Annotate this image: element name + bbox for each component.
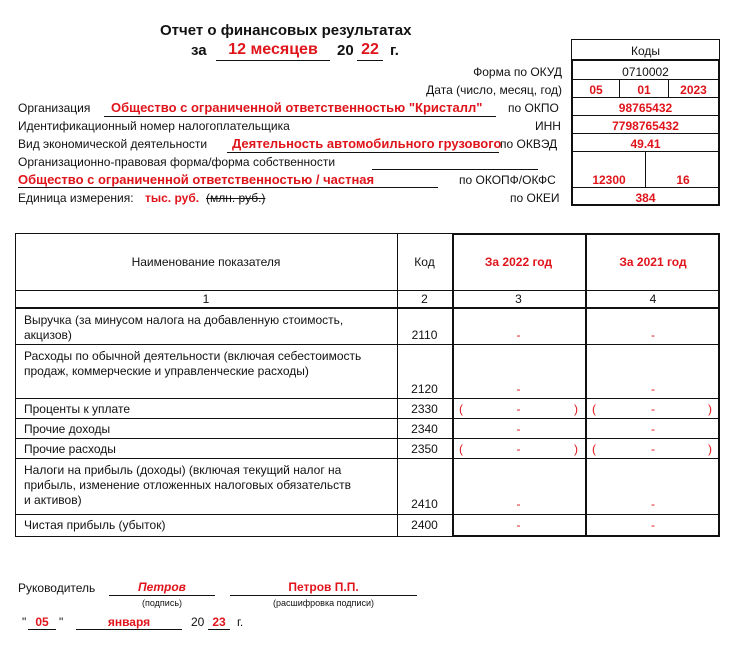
paren-open: ( (592, 442, 596, 456)
paren-open: ( (592, 402, 596, 416)
table-row-value-2021: - (651, 402, 655, 416)
col-number: 2 (421, 292, 428, 306)
okpo-value: 98765432 (618, 101, 673, 115)
paren-close: ) (574, 402, 578, 416)
table-row-value-2021: - (651, 518, 655, 532)
legal-form-value: Общество с ограниченной ответственностью / частная (18, 172, 375, 187)
inn-row-label: Идентификационный номер налогоплательщика (18, 119, 290, 133)
col-header-2021: За 2021 год (619, 255, 687, 269)
table-row-value-2022: - (516, 402, 521, 416)
table-row-code: 2410 (411, 497, 438, 511)
table-row-value-2022: - (516, 497, 521, 511)
paren-close: ) (708, 442, 712, 456)
sign-month: января (107, 615, 151, 629)
table-row-name: Расходы по обычной деятельности (включая себестоимость продаж, коммерческие и управленческие расходы) (24, 349, 362, 378)
okopf-label: по ОКОПФ/ОКФС (459, 173, 556, 187)
period-value: 12 месяцев (228, 41, 318, 58)
table-row-value-2022: - (516, 422, 521, 436)
sign-year-unit: г. (237, 615, 244, 629)
activity-value: Деятельность автомобильного грузового (232, 136, 502, 151)
table-row-value-2021: - (651, 442, 655, 456)
table-row-value-2021: - (651, 497, 655, 511)
col-header-2022: За 2022 год (484, 255, 553, 269)
legal-form-label: Организационно-правовая форма/форма собственности (18, 155, 336, 169)
date-quote-open: " (22, 615, 27, 629)
year-prefix: 20 (337, 42, 354, 59)
table-row-code: 2110 (411, 328, 438, 342)
inn-label: ИНН (535, 119, 561, 133)
paren-close: ) (708, 402, 712, 416)
signature-caption: (подпись) (141, 598, 183, 608)
period-prefix: за (191, 42, 207, 59)
paren-close: ) (574, 442, 578, 456)
org-value: Общество с ограниченной ответственностью "Кристалл" (111, 100, 483, 115)
okei-label: по ОКЕИ (510, 191, 560, 205)
table-row-name: Чистая прибыль (убыток) (24, 518, 166, 532)
table-row-value-2021: - (651, 382, 655, 396)
signer-name-value: Петров П.П. (288, 580, 359, 594)
signature-value: Петров (138, 580, 186, 594)
unit-alt: (млн. руб.) (206, 191, 266, 205)
table-row-value-2022: - (516, 442, 521, 456)
okud-label: Форма по ОКУД (473, 65, 562, 79)
date-month: 01 (637, 83, 651, 97)
col-header-code: Код (414, 255, 435, 269)
activity-label: Вид экономической деятельности (18, 137, 208, 151)
table-row-value-2021: - (651, 328, 655, 342)
table-row-value-2022: - (516, 382, 521, 396)
okpo-label: по ОКПО (508, 101, 559, 115)
okopf-value: 12300 (592, 173, 626, 187)
date-quote-close: " (59, 615, 64, 629)
page-title: Отчет о финансовых результатах (160, 22, 412, 39)
col-number: 3 (515, 292, 522, 306)
table-row-name: Налоги на прибыль (доходы) (включая текущий налог на прибыль, изменение отложенных налоговых обязательств и активов) (24, 463, 351, 507)
date-year: 2023 (680, 83, 707, 97)
okud-value: 0710002 (622, 65, 669, 79)
table-row-name: Прочие расходы (24, 442, 116, 456)
table-row-value-2022: - (516, 328, 521, 342)
unit-label: Единица измерения: (18, 191, 134, 205)
table-row-code: 2400 (411, 518, 438, 532)
table-row-code: 2340 (411, 422, 438, 436)
year-unit: г. (390, 42, 399, 59)
okved-label: по ОКВЭД (500, 137, 558, 151)
codes-header: Коды (630, 44, 661, 58)
sign-day: 05 (35, 615, 49, 629)
table-row-name: Проценты к уплате (24, 402, 130, 416)
okfs-value: 16 (676, 173, 690, 187)
date-label: Дата (число, месяц, год) (426, 83, 562, 97)
table-row-code: 2330 (411, 402, 438, 416)
inn-value: 7798765432 (612, 119, 679, 133)
okei-value: 384 (635, 191, 656, 205)
table-row-value-2021: - (651, 422, 655, 436)
paren-open: ( (459, 442, 463, 456)
table-row-code: 2350 (411, 442, 438, 456)
col-header-name: Наименование показателя (131, 255, 281, 269)
okved-value: 49.41 (630, 137, 661, 151)
sign-year-prefix: 20 (191, 615, 205, 629)
table-row-code: 2120 (411, 382, 438, 396)
paren-open: ( (459, 402, 463, 416)
date-day: 05 (589, 83, 603, 97)
unit-value: тыс. руб. (145, 191, 200, 205)
org-label: Организация (18, 101, 91, 115)
head-label: Руководитель (18, 581, 96, 595)
col-number: 1 (202, 292, 210, 306)
table-row-name: Выручка (за минусом налога на добавленную стоимость, акцизов) (24, 313, 344, 342)
col-number: 4 (649, 292, 657, 306)
sign-year-suffix: 23 (212, 615, 226, 629)
table-row-name: Прочие доходы (24, 422, 111, 436)
table-row-value-2022: - (516, 518, 521, 532)
year-suffix: 22 (361, 41, 379, 58)
signer-name-caption: (расшифровка подписи) (273, 598, 374, 608)
